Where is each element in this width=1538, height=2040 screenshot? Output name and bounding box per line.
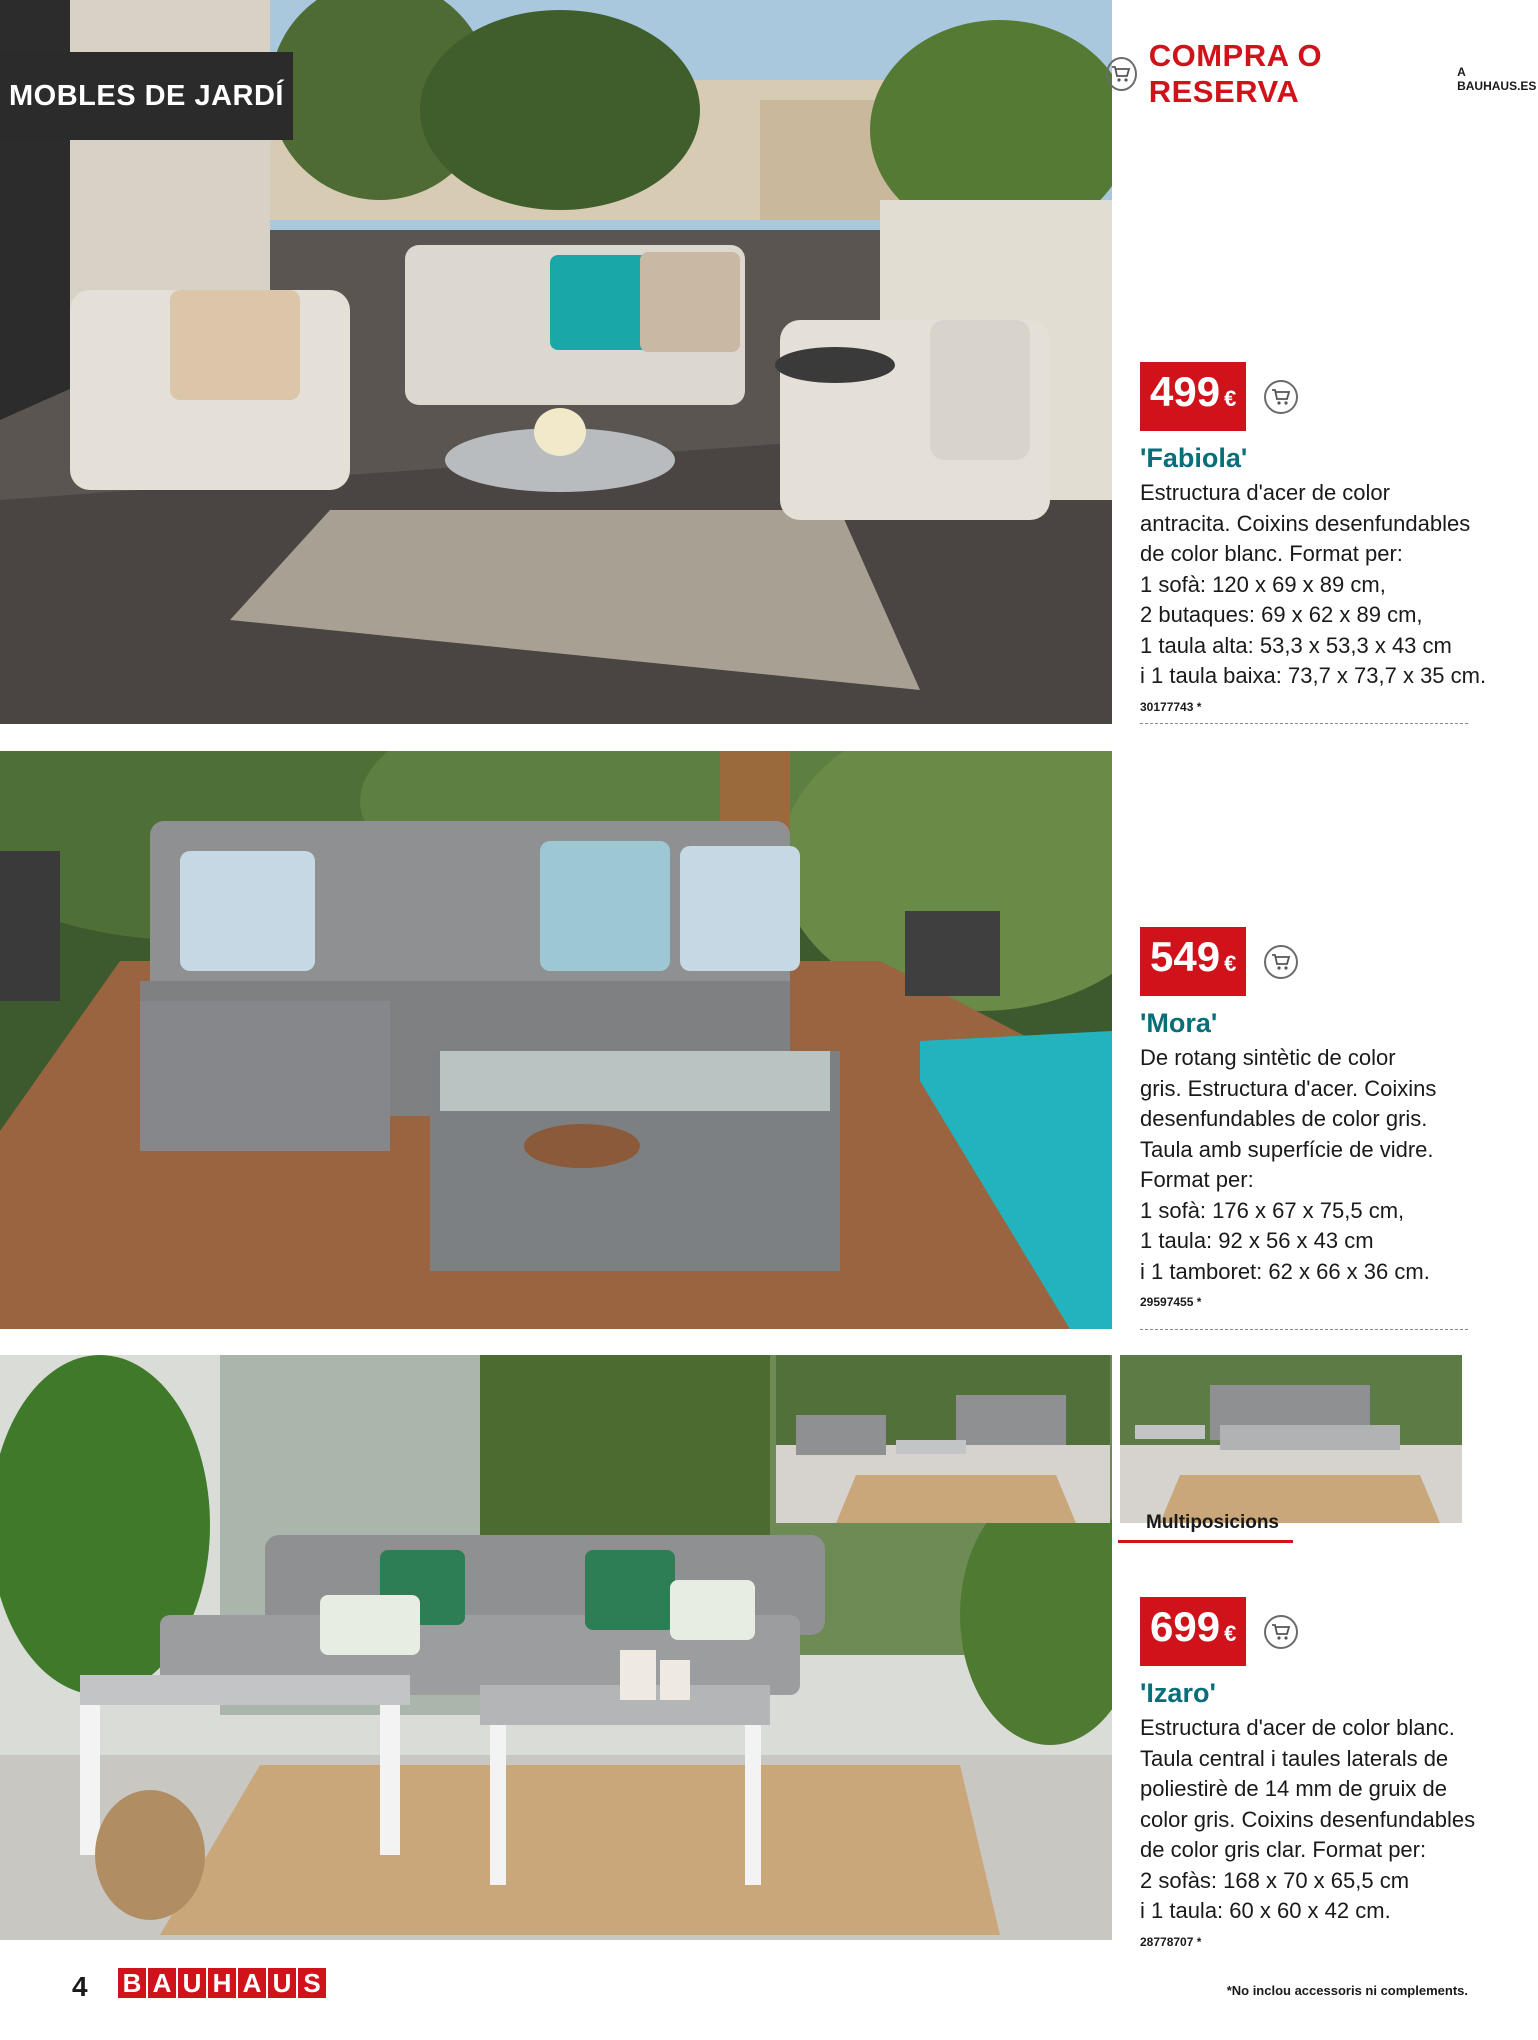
product-reference: 28778707 * <box>1140 1934 1202 1949</box>
bauhaus-logo[interactable] <box>118 1968 326 1998</box>
section-title-tab: MOBLES DE JARDÍ <box>0 52 293 140</box>
multiposicions-underline <box>1118 1540 1293 1543</box>
logo-letter: B <box>118 1968 146 1998</box>
product-fabiola <box>1140 362 1510 714</box>
page-number: 4 <box>72 1971 88 2002</box>
divider <box>1140 1329 1468 1330</box>
price-currency: € <box>1224 386 1237 411</box>
logo-letter: U <box>178 1968 206 1998</box>
multiposicions-label: Multiposicions <box>1146 1512 1279 1533</box>
price-value: 549 <box>1150 933 1221 980</box>
price-tag <box>1140 927 1246 996</box>
logo-letter: A <box>148 1968 176 1998</box>
price-tag <box>1140 362 1246 431</box>
mora-product-photo <box>0 751 1112 1329</box>
product-description: Estructura d'acer de color blanc. Taula central i taules laterals de poliestirè de 14 mm de gruix de color gris. Coixins desenfundables de color gris clar. Format per: 2 sofàs: 168 x 70 x 65,5 cm i 1 taula: 60 x 60 x 42 cm. <box>1140 1715 1476 1923</box>
price-currency: € <box>1224 951 1237 976</box>
price-tag <box>1140 1597 1246 1666</box>
shopping-cart-icon <box>1106 57 1137 91</box>
add-to-cart-icon[interactable] <box>1264 1615 1298 1649</box>
cta-main-text[interactable]: COMPRA O RESERVA <box>1148 38 1323 109</box>
add-to-cart-icon[interactable] <box>1264 380 1298 414</box>
izaro-variant-photo-2 <box>1120 1355 1462 1523</box>
divider <box>1140 723 1468 724</box>
add-to-cart-icon[interactable] <box>1264 945 1298 979</box>
cta-sub-text[interactable]: A BAUHAUS.ES <box>1457 65 1537 93</box>
izaro-variant-photo-1 <box>776 1355 1110 1523</box>
product-description: Estructura d'acer de color antracita. Coixins desenfundables de color blanc. Format per: 1 sofà: 120 x 69 x 89 cm, 2 butaques: 69 x 62 x 89 cm, 1 taula alta: 53,3 x 53,3 x 43 cm i 1 taula baixa: 73,7 x 73,7 x 35 cm. <box>1140 480 1487 688</box>
product-izaro <box>1140 1597 1510 1949</box>
product-name: 'Mora' <box>1140 1008 1218 1038</box>
product-reference: 29597455 * <box>1140 1295 1202 1309</box>
footnote: *No inclou accessoris ni complements. <box>1226 1983 1468 1998</box>
price-currency: € <box>1224 1621 1237 1646</box>
logo-letter: A <box>238 1968 266 1998</box>
product-name: 'Izaro' <box>1140 1678 1216 1708</box>
price-value: 499 <box>1150 368 1221 415</box>
product-mora <box>1140 927 1510 1309</box>
header-cta[interactable] <box>1106 38 1538 109</box>
product-description: De rotang sintètic de color gris. Estructura d'acer. Coixins desenfundables de color gris. Taula amb superfície de vidre. Format per: 1 sofà: 176 x 67 x 75,5 cm, 1 taula: 92 x 56 x 43 cm i 1 tamboret: 62 x 66 x 36 cm. <box>1140 1045 1437 1284</box>
product-reference: 30177743 * <box>1140 699 1202 714</box>
logo-letter: U <box>268 1968 296 1998</box>
price-value: 699 <box>1150 1603 1221 1650</box>
logo-letter: H <box>208 1968 236 1998</box>
product-name: 'Fabiola' <box>1140 443 1248 473</box>
logo-letter: S <box>298 1968 326 1998</box>
